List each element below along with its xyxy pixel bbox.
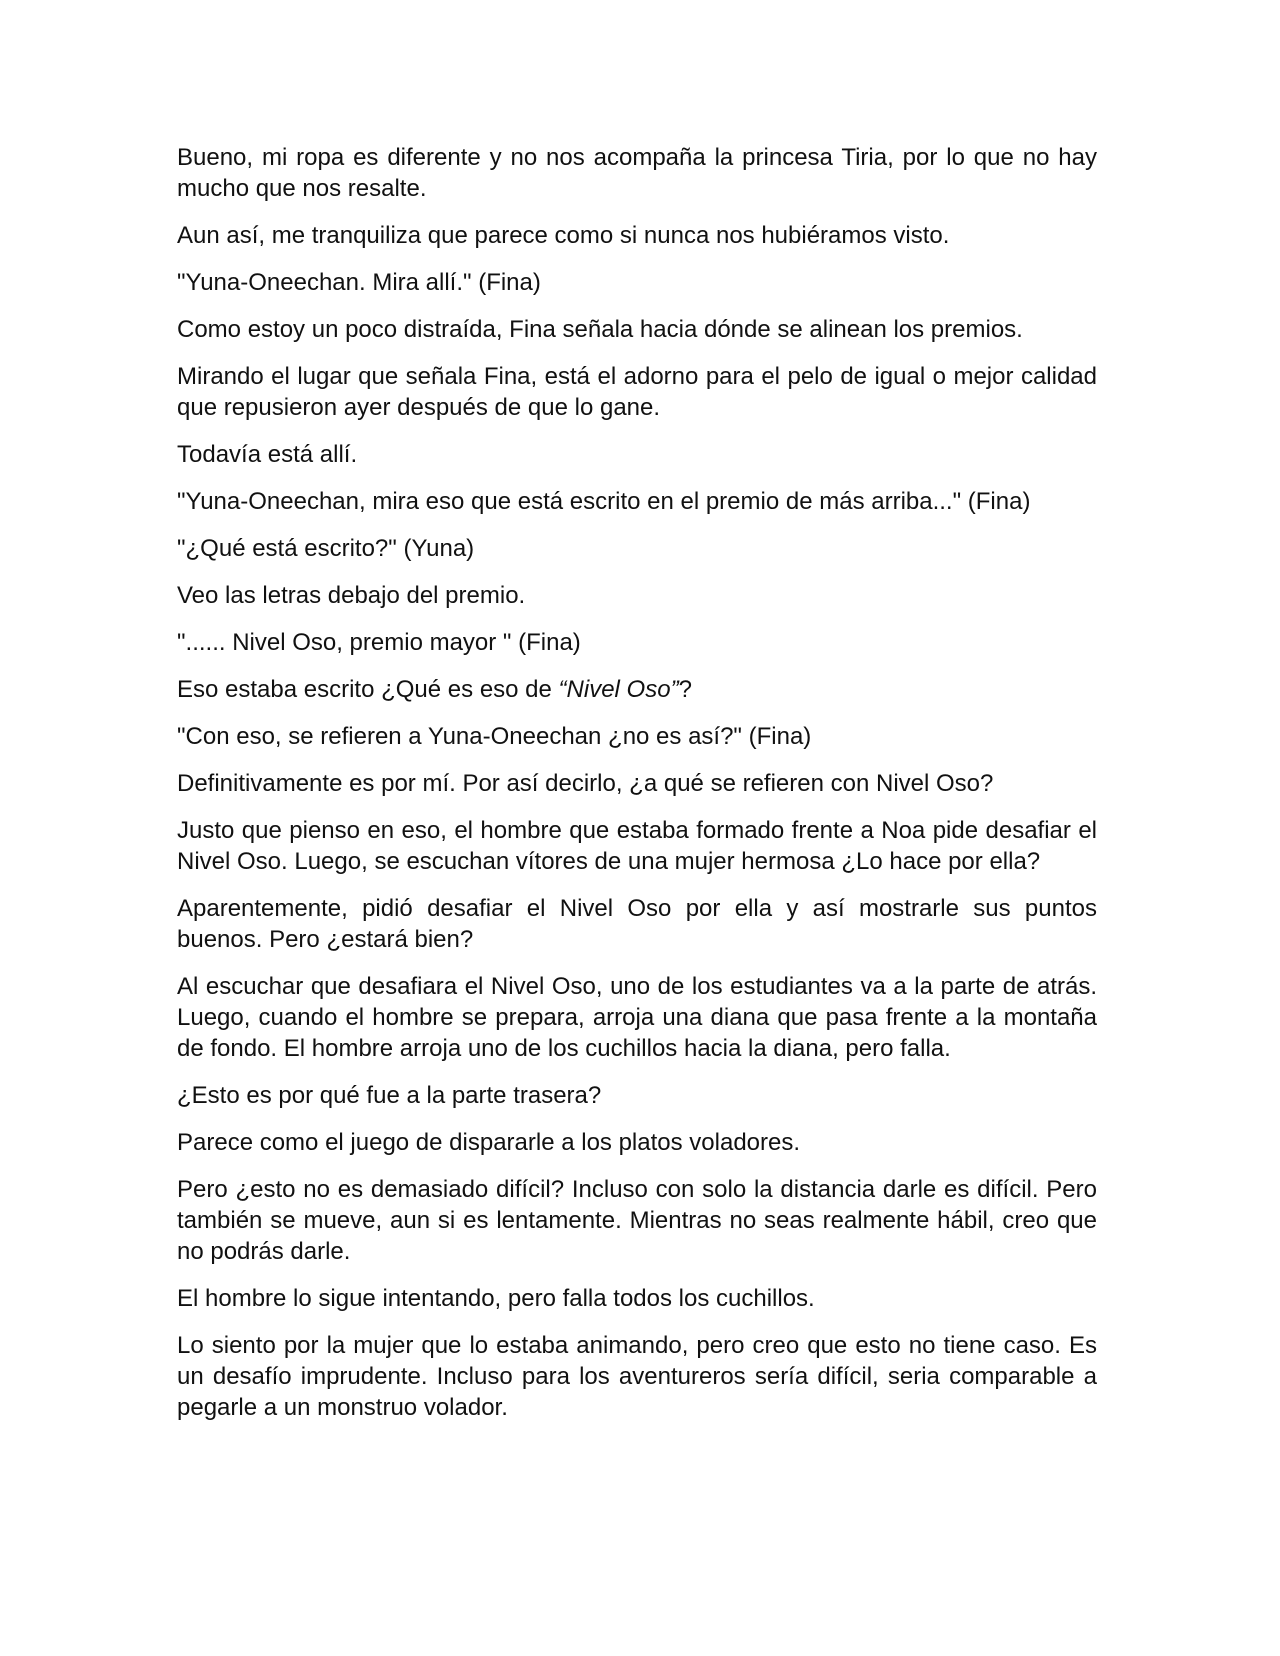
paragraph: Mirando el lugar que señala Fina, está el adorno para el pelo de igual o mejor calidad que repusieron ayer después de que lo gane. (177, 363, 1097, 421)
text-body (177, 142, 1097, 1439)
paragraph: "Yuna-Oneechan. Mira allí." (Fina) (177, 269, 541, 296)
paragraph: Justo que pienso en eso, el hombre que estaba formado frente a Noa pide desafiar el Nivel Oso. Luego, se escuchan vítores de una mujer hermosa ¿Lo hace por ella? (177, 817, 1097, 875)
paragraph-with-italic (177, 674, 1097, 705)
paragraph: ¿Esto es por qué fue a la parte trasera? (177, 1082, 602, 1109)
paragraph: Como estoy un poco distraída, Fina señala hacia dónde se alinean los premios. (177, 316, 1023, 343)
paragraph: Definitivamente es por mí. Por así decirlo, ¿a qué se refieren con Nivel Oso? (177, 770, 994, 797)
paragraph: "¿Qué está escrito?" (Yuna) (177, 535, 475, 562)
paragraph: Pero ¿esto no es demasiado difícil? Incluso con solo la distancia darle es difícil. Pero también se mueve, aun si es lentamente. Mientras no seas realmente hábil, creo que no podrás darle. (177, 1176, 1097, 1265)
paragraph: Lo siento por la mujer que lo estaba animando, pero creo que esto no tiene caso. Es un desafío imprudente. Incluso para los aventureros sería difícil, seria comparable a pegarle a un monstruo volador. (177, 1332, 1097, 1421)
paragraph: Veo las letras debajo del premio. (177, 582, 526, 609)
paragraph-text: ? (678, 676, 692, 703)
paragraph: Bueno, mi ropa es diferente y no nos acompaña la princesa Tiria, por lo que no hay mucho que nos resalte. (177, 144, 1097, 202)
paragraph: El hombre lo sigue intentando, pero falla todos los cuchillos. (177, 1285, 815, 1312)
italic-term: “Nivel Oso” (558, 676, 679, 703)
paragraph: "...... Nivel Oso, premio mayor " (Fina) (177, 629, 581, 656)
paragraph: Aun así, me tranquiliza que parece como si nunca nos hubiéramos visto. (177, 222, 950, 249)
paragraph: Al escuchar que desafiara el Nivel Oso, uno de los estudiantes va a la parte de atrás. Luego, cuando el hombre se prepara, arroja una diana que pasa frente a la montaña de fondo. El hombre arroja uno de los cuchillos hacia la diana, pero falla. (177, 973, 1097, 1062)
paragraph: Parece como el juego de dispararle a los platos voladores. (177, 1129, 801, 1156)
paragraph: Aparentemente, pidió desafiar el Nivel Oso por ella y así mostrarle sus puntos buenos. Pero ¿estará bien? (177, 895, 1097, 953)
paragraph: "Con eso, se refieren a Yuna-Oneechan ¿no es así?" (Fina) (177, 723, 812, 750)
paragraph: "Yuna-Oneechan, mira eso que está escrito en el premio de más arriba..." (Fina) (177, 488, 1031, 515)
paragraph: Todavía está allí. (177, 441, 358, 468)
paragraph-text: Eso estaba escrito ¿Qué es eso de (177, 676, 559, 703)
